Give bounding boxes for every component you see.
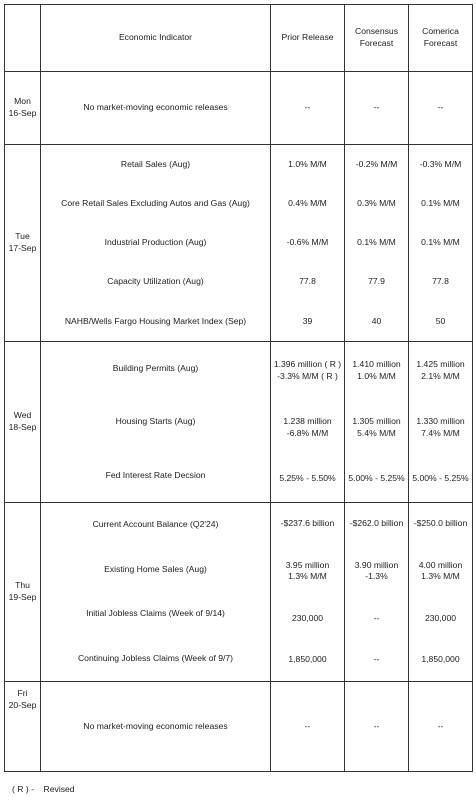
day-name: Wed: [13, 410, 32, 421]
comerica-cell: [409, 145, 473, 342]
prior-value: 39: [302, 315, 313, 326]
footnote-mark: ( R ) -: [12, 784, 34, 794]
consensus-cell: [345, 342, 409, 503]
day-cell: [5, 342, 41, 503]
consensus-value: 1.410 million: [352, 359, 401, 369]
comerica-value: 0.1% M/M: [421, 237, 460, 248]
header-row: [5, 5, 473, 72]
day-name: Mon: [14, 96, 31, 107]
consensus-value: 0.3% M/M: [357, 197, 396, 208]
comerica-value: 77.8: [432, 276, 449, 287]
day-row-tue: [5, 145, 473, 342]
day-date: 20-Sep: [8, 699, 37, 710]
day-date: 19-Sep: [8, 592, 37, 602]
prior-value: -6.8% M/M: [286, 427, 329, 438]
comerica-cell: [409, 503, 473, 682]
consensus-value: --: [373, 720, 380, 731]
day-name: Tue: [15, 231, 30, 242]
day-name: Thu: [15, 580, 30, 591]
day-row-thu: [5, 503, 473, 682]
prior-value: --: [304, 102, 311, 113]
comerica-cell: [409, 342, 473, 503]
comerica-value: 1.330 million: [416, 416, 465, 427]
prior-value: 3.95 million: [285, 559, 330, 570]
comerica-value: 0.1% M/M: [421, 197, 460, 208]
day-date: 17-Sep: [8, 243, 37, 253]
header-comerica-forecast: [409, 5, 473, 72]
indicator-name: Building Permits (Aug): [112, 362, 199, 373]
indicator-cell: [41, 342, 271, 503]
consensus-value: 1.305 million: [352, 416, 401, 427]
consensus-value: 1.0% M/M: [357, 370, 396, 381]
prior-value: 1.3% M/M: [288, 571, 327, 582]
day-name: Fri: [17, 688, 28, 698]
comerica-value: 1.425 million: [416, 359, 465, 369]
header-prior-release: Prior Release: [271, 5, 345, 72]
consensus-value: --: [373, 102, 380, 113]
prior-value: 1,850,000: [288, 654, 327, 665]
comerica-value: 1.3% M/M: [421, 571, 460, 582]
indicator-name: No market-moving economic releases: [83, 720, 228, 731]
indicator-cell: [41, 503, 271, 682]
consensus-cell: [345, 682, 409, 772]
economic-calendar-table: [4, 4, 473, 772]
prior-value: --: [304, 720, 311, 731]
prior-cell: [271, 503, 345, 682]
prior-value: 1.396 million ( R ): [273, 359, 342, 369]
day-date: 16-Sep: [8, 108, 37, 118]
day-cell: [5, 145, 41, 342]
consensus-value: 3.90 million: [354, 559, 399, 570]
day-row-fri: [5, 682, 473, 772]
prior-value: 77.8: [299, 276, 316, 287]
prior-cell: [271, 72, 345, 145]
prior-cell: [271, 682, 345, 772]
footnote-text: Revised: [43, 784, 75, 794]
indicator-name: Core Retail Sales Excluding Autos and Gas (Aug): [61, 197, 250, 208]
comerica-value: -$250.0 billion: [413, 518, 468, 528]
comerica-value: --: [437, 102, 444, 113]
prior-cell: [271, 145, 345, 342]
value-group: [345, 416, 408, 439]
day-cell: [5, 682, 41, 772]
comerica-value: --: [437, 720, 444, 731]
indicator-name: No market-moving economic releases: [83, 102, 228, 113]
prior-value: 230,000: [291, 612, 324, 623]
prior-value: 5.25% - 5.50%: [279, 473, 336, 484]
indicator-name: Fed Interest Rate Decsion: [105, 469, 206, 480]
value-group: [409, 359, 472, 382]
prior-value: 1.238 million: [283, 416, 332, 427]
indicator-name: Capacity Utilization (Aug): [107, 276, 204, 287]
comerica-value: 1,850,000: [421, 654, 460, 665]
value-group: [271, 359, 344, 382]
comerica-value: 50: [435, 315, 446, 326]
comerica-cell: [409, 682, 473, 772]
comerica-value: 230,000: [424, 612, 457, 623]
consensus-cell: [345, 72, 409, 145]
indicator-name: Current Account Balance (Q2'24): [92, 519, 219, 530]
comerica-value: -0.3% M/M: [419, 158, 462, 169]
consensus-value: -$262.0 billion: [349, 518, 404, 528]
day-cell: [5, 503, 41, 682]
indicator-name: Retail Sales (Aug): [120, 158, 191, 169]
header-comerica-line: Comerica: [422, 26, 459, 37]
consensus-value: --: [373, 654, 380, 665]
prior-value: 1.0% M/M: [288, 158, 327, 169]
indicator-name: Industrial Production (Aug): [104, 237, 207, 248]
value-group: [271, 560, 344, 583]
consensus-value: --: [373, 612, 380, 623]
header-consensus-line: Consensus: [355, 26, 398, 37]
indicator-name: Continuing Jobless Claims (Week of 9/7): [77, 652, 234, 663]
comerica-cell: [409, 72, 473, 145]
consensus-value: 0.1% M/M: [357, 237, 396, 248]
prior-value: -0.6% M/M: [286, 237, 329, 248]
header-consensus-line: Forecast: [359, 38, 394, 48]
day-row-mon: [5, 72, 473, 145]
comerica-value: 4.00 million: [418, 559, 463, 570]
prior-value: 0.4% M/M: [288, 197, 327, 208]
header-comerica-line: Forecast: [423, 38, 458, 48]
day-date: 18-Sep: [8, 422, 37, 432]
consensus-cell: [345, 145, 409, 342]
indicator-cell: [41, 682, 271, 772]
value-group: [345, 560, 408, 583]
consensus-value: 5.00% - 5.25%: [348, 473, 405, 484]
prior-value: -$237.6 billion: [280, 518, 335, 528]
value-group: [271, 416, 344, 439]
comerica-value: 2.1% M/M: [421, 370, 460, 381]
indicator-name: Initial Jobless Claims (Week of 9/14): [86, 608, 225, 619]
indicator-name: Existing Home Sales (Aug): [104, 563, 207, 574]
consensus-value: -1.3%: [365, 571, 388, 582]
header-day-blank: [5, 5, 41, 72]
consensus-cell: [345, 503, 409, 682]
comerica-value: 5.00% - 5.25%: [412, 473, 469, 484]
indicator-name: NAHB/Wells Fargo Housing Market Index (Sep): [64, 315, 247, 326]
consensus-value: -0.2% M/M: [355, 158, 398, 169]
value-group: [409, 560, 472, 583]
prior-value: -3.3% M/M ( R ): [277, 370, 338, 381]
consensus-value: 77.9: [368, 276, 385, 287]
value-group: [345, 359, 408, 382]
prior-cell: [271, 342, 345, 503]
consensus-value: 5.4% M/M: [357, 427, 396, 438]
day-cell: [5, 72, 41, 145]
consensus-value: 40: [371, 315, 382, 326]
indicator-name: Housing Starts (Aug): [115, 416, 196, 427]
footnote: [12, 784, 75, 794]
header-indicator: Economic Indicator: [41, 5, 271, 72]
header-consensus-forecast: [345, 5, 409, 72]
day-row-wed: [5, 342, 473, 503]
comerica-value: 7.4% M/M: [421, 427, 460, 438]
indicator-cell: [41, 145, 271, 342]
value-group: [409, 416, 472, 439]
indicator-cell: [41, 72, 271, 145]
